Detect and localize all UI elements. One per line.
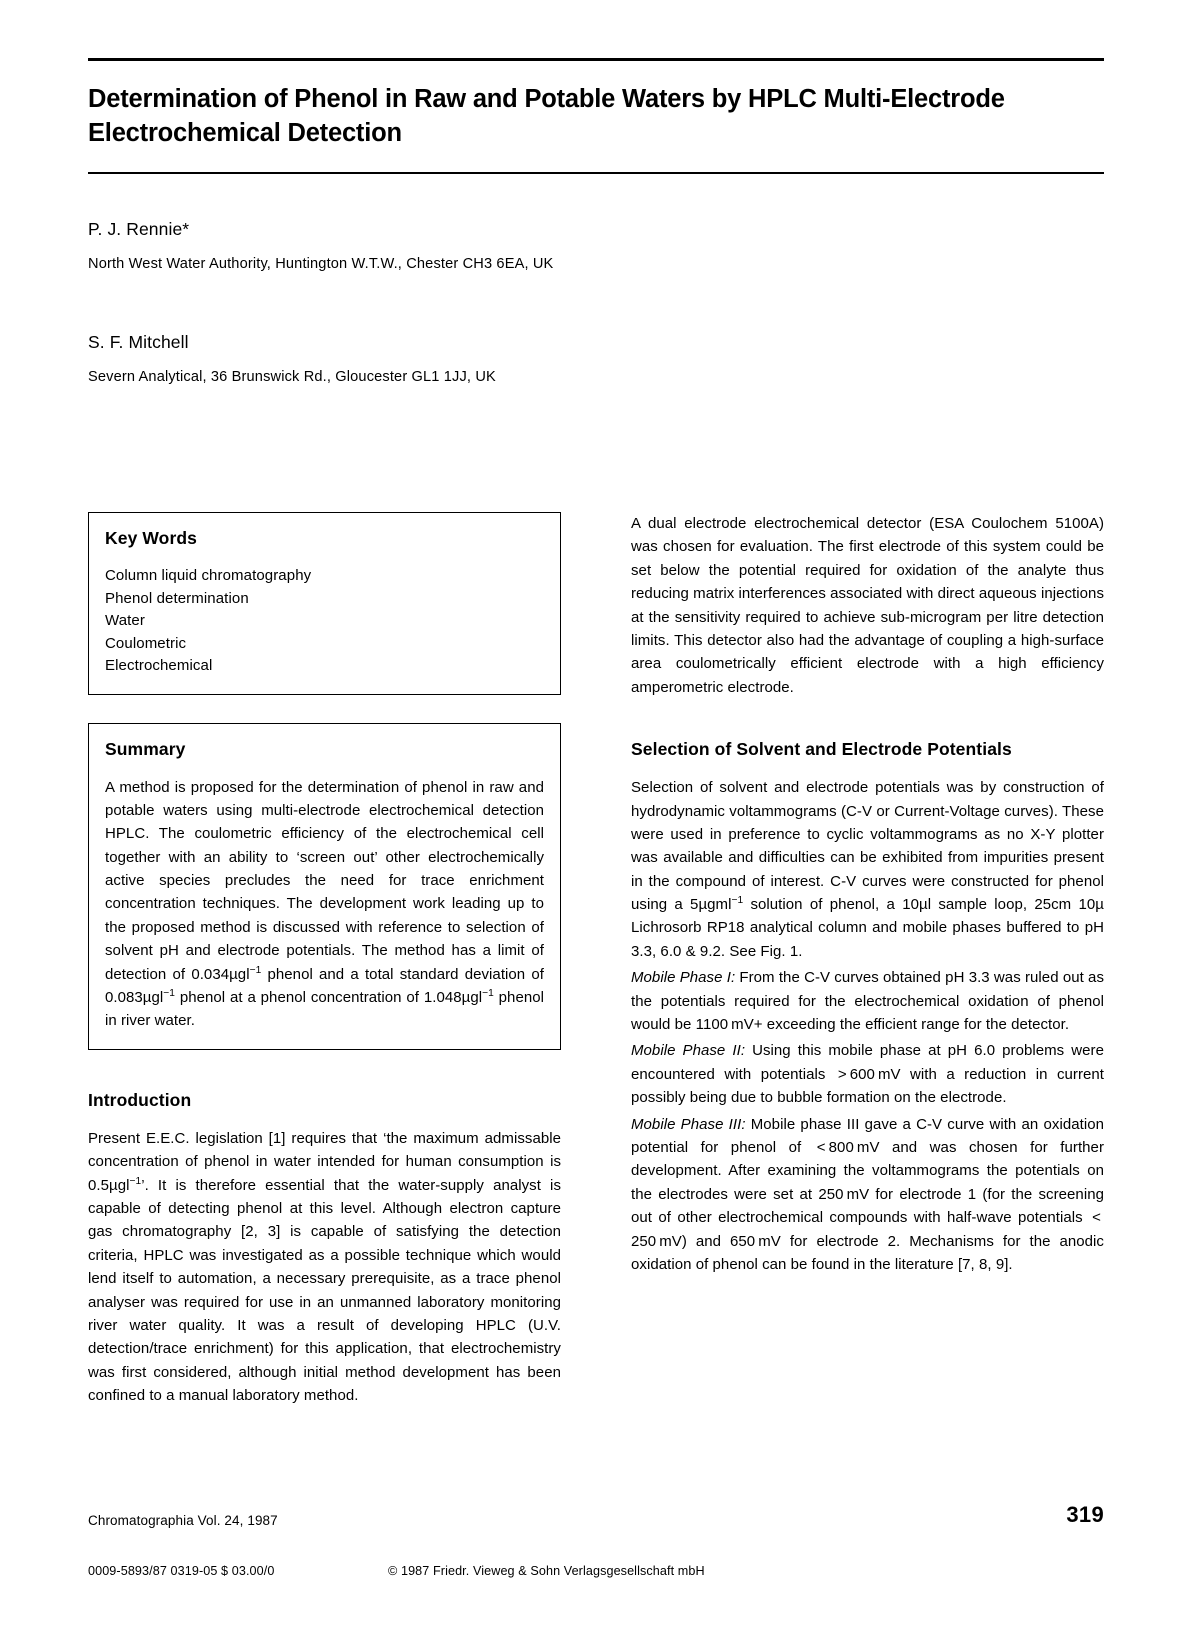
introduction-heading: Introduction bbox=[88, 1089, 192, 1110]
summary-text bbox=[105, 776, 544, 1033]
page-title: Determination of Phenol in Raw and Potable Waters by HPLC Multi-Electrode Electrochemical Detection bbox=[88, 85, 1005, 147]
footer-primary-row bbox=[88, 1502, 1104, 1528]
list-item: Column liquid chromatography bbox=[105, 567, 312, 584]
author-block bbox=[88, 331, 1104, 387]
eec-limit-value: 0.5µgl$^{-1}$ bbox=[88, 1175, 142, 1194]
summary-text-part3: phenol at a phenol concentration of bbox=[175, 989, 424, 1007]
author-name: S. F. Mitchell bbox=[88, 331, 189, 352]
mobile-phase-3-text: Mobile phase III gave a C-V curve with an oxidation potential for phenol of < 800 mV and was chosen for further development. After examining the voltammograms the potentials on the electrodes were set at 250 mV for electrode 1 (for the screening out of other electrochemical compounds with half-wave potentials < 250 mV) and 650 mV for electrode 2. Mechanisms for the anodic oxidation of phenol can be found in the literature [7, 8, 9]. bbox=[631, 1115, 1104, 1273]
left-column bbox=[88, 512, 561, 1410]
mobile-phase-1-label: Mobile Phase I: bbox=[631, 969, 736, 987]
phenol-concentration-value: 5µgml$^{-1}$ bbox=[690, 895, 744, 914]
issn-line: 0009-5893/87 0319-05 $ 03.00/0 bbox=[88, 1564, 275, 1578]
detector-paragraph: A dual electrode electrochemical detector (ESA Coulochem 5100A) was chosen for evaluation. The first electrode of this system could be set below the potential required for oxidation of the analyte thus reducing matrix interferences associated with direct aqueous injections at the sensitivity required to achieve sub-microgram per litre detection limits. This detector also had the advantage of coupling a high-surface area coulometrically efficient electrode with a high efficiency amperometric electrode. bbox=[631, 515, 1104, 696]
title-rule-top bbox=[88, 58, 1104, 61]
author-affiliation: North West Water Authority, Huntington W.T.W., Chester CH3 6EA, UK bbox=[88, 256, 554, 273]
list-item: Coulometric bbox=[105, 634, 187, 652]
footer-secondary-row bbox=[88, 1564, 1104, 1578]
list-item: Phenol determination bbox=[105, 589, 249, 607]
right-column bbox=[631, 512, 1104, 1410]
summary-text-part4: phenol in river water. bbox=[105, 989, 545, 1030]
introduction-part2: ’. It is therefore essential that the water-supply analyst is capable of detecting phenol at this level. Although electron capture gas chromatography [2, 3] is capable of satisfying the detection criteria, HPLC was investigated as a possible technique which would lend itself to automation, a necessary prerequisite, as a trace phenol analyser was required for use in an unmanned laboratory monitoring river water quality. It was a result of developing HPLC (U.V. detection/trace enrichment) for this application, that electrochemistry was first considered, although initial method development has been confined to a manual laboratory method. bbox=[88, 1176, 561, 1405]
selection-part1: Selection of solvent and electrode potentials was by construction of hydrodynamic voltammograms (C-V or Current-Voltage curves). These were used in preference to cyclic voltammograms as no X-Y plotter was available and difficulties can be exhibited from impurities present in the compound of interest. C-V curves were constructed for phenol using a bbox=[631, 779, 1104, 914]
summary-heading: Summary bbox=[105, 738, 186, 759]
author-name: P. J. Rennie* bbox=[88, 219, 190, 240]
selection-paragraph bbox=[631, 776, 1104, 963]
author-list bbox=[88, 218, 1104, 387]
title-rule-bottom bbox=[88, 172, 1104, 174]
mobile-phase-2-label: Mobile Phase II: bbox=[631, 1042, 746, 1060]
sample-loop-volume: 10µl bbox=[902, 896, 932, 914]
mobile-phase-2-paragraph bbox=[631, 1039, 1104, 1109]
body-columns bbox=[88, 512, 1104, 1410]
mobile-phase-3-label: Mobile Phase III: bbox=[631, 1115, 746, 1133]
selection-part2: solution of phenol, a bbox=[743, 896, 903, 914]
author-affiliation: Severn Analytical, 36 Brunswick Rd., Gloucester GL1 1JJ, UK bbox=[88, 368, 496, 385]
mobile-phase-1-paragraph bbox=[631, 966, 1104, 1036]
page-footer bbox=[88, 1502, 1104, 1578]
introduction-part1: Present E.E.C. legislation [1] requires that ‘the maximum admissable concentration of phenol in water intended for human consumption is bbox=[88, 1129, 561, 1171]
mobile-phase-3-paragraph bbox=[631, 1113, 1104, 1277]
summary-box bbox=[88, 723, 561, 1050]
page-number: 319 bbox=[1066, 1502, 1104, 1527]
key-words-box bbox=[88, 512, 561, 695]
column-particle-size: 10µ bbox=[1078, 896, 1104, 914]
mobile-phase-2-text: Using this mobile phase at pH 6.0 problems were encountered with potentials > 600 mV with a reduction in current possibly being due to bubble formation on the electrode. bbox=[631, 1042, 1104, 1107]
introduction-paragraph bbox=[88, 1127, 561, 1408]
limit-of-detection-value: 0.034µgl$^{-1}$ bbox=[191, 964, 262, 983]
column-length: 25cm bbox=[1034, 896, 1072, 914]
concentration-value: 1.048µgl$^{-1}$ bbox=[423, 988, 494, 1007]
journal-reference: Chromatographia Vol. 24, 1987 bbox=[88, 1513, 278, 1528]
list-item: Water bbox=[105, 612, 145, 629]
summary-text-part1: A method is proposed for the determination of phenol in raw and potable waters using multi-electrode electrochemical detection HPLC. The coulometric efficiency of the electrochemical cell together with an ability to ‘screen out’ other electrochemically active species precludes the need for trace enrichment concentration techniques. The development work leading up to the proposed method is discussed with reference to selection of solvent pH and electrode potentials. The method has a limit of detection of bbox=[105, 778, 544, 983]
standard-deviation-value: 0.083µgl$^{-1}$ bbox=[105, 988, 175, 1007]
copyright-line: © 1987 Friedr. Vieweg & Sohn Verlagsgesellschaft mbH bbox=[388, 1564, 705, 1578]
key-words-heading: Key Words bbox=[105, 528, 197, 548]
selection-part3: sample loop, bbox=[931, 896, 1035, 914]
selection-part4: Lichrosorb RP18 analytical column and mobile phases buffered to pH 3.3, 6.0 & 9.2. See Fig. 1. bbox=[631, 919, 1104, 960]
page-content bbox=[88, 0, 1104, 1651]
author-block bbox=[88, 218, 1104, 274]
selection-section-heading: Selection of Solvent and Electrode Potentials bbox=[631, 739, 1012, 760]
list-item: Electrochemical bbox=[105, 657, 213, 674]
mobile-phase-1-text: From the C-V curves obtained pH 3.3 was ruled out as the potentials required for the electrochemical oxidation of phenol would be 1100 mV+ exceeding the efficient range for the detector. bbox=[631, 969, 1104, 1034]
summary-text-part2: phenol and a total standard deviation of bbox=[261, 965, 544, 983]
key-words-list bbox=[105, 565, 544, 678]
